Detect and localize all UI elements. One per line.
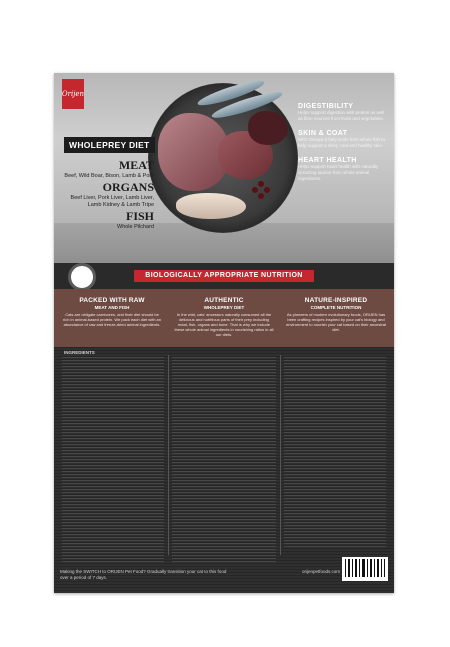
barcode-image [342,557,388,581]
organs-text: Beef Liver, Pork Liver, Lamb Liver, Lamb Kidney & Lamb Tripe [70,195,154,208]
wholeprey-badge: WHOLEPREY DIET [64,137,155,153]
tripe-image [176,193,246,219]
berry-image [252,187,258,193]
pillar-subheading: COMPLETE NUTRITION [310,305,362,310]
website-text: orijenpetfoods.com [302,569,341,574]
ingredient-highlights [64,158,154,231]
digestibility-text: Helps support digestion with protein as well as fibre sources from fruits and vegetables. [298,110,385,121]
product-bag-back [54,73,394,593]
pillar-subheading: MEAT AND FISH [94,305,130,310]
ingredients-heading: INGREDIENTS [64,350,95,355]
skin-coat-text: With Omega-3 fatty acids from whole fish to help support a shiny coat and healthy skin. [298,137,386,148]
fine-print-section [54,347,394,593]
fish-text: Whole Pilchard [117,224,154,230]
divider [168,355,169,555]
pillar-nature [286,297,386,332]
berry-image [258,181,264,187]
text-block [62,357,164,562]
digestibility-heading: DIGESTIBILITY [298,103,354,110]
brand-logo: Orijen [62,79,84,109]
meat-text: Beef, Wild Boar, Bison, Lamb & Pork [64,173,154,179]
berry-image [258,193,264,199]
nutrition-banner: BIOLOGICALLY APPROPRIATE NUTRITION [134,270,314,282]
benefit-highlights [298,95,386,182]
text-block [172,357,276,562]
heart-health-text: Helps support heart health with naturally occurring taurine from whole animal ingredients. [298,164,379,181]
pillar-text: As pioneers of modern evolutionary foods, ORIJEN has been crafting recipes inspired by your cat's biology and environment to nourish your cat based on their ancestral diet. [286,312,386,332]
fish-heading: FISH [125,209,154,223]
berry-image [264,187,270,193]
transition-note: Making the SWITCH to ORIJEN Pet Food? Gradually transition your cat to this food over a period of 7 days. [60,569,227,580]
pillar-heading: AUTHENTIC [204,297,244,304]
organs-heading: ORGANS [102,180,154,194]
divider [280,355,281,555]
liver-image [248,111,288,145]
pillar-authentic [174,297,274,337]
skin-coat-heading: SKIN & COAT [298,130,348,137]
pillar-subheading: WHOLEPREY DIET [203,305,245,310]
pillar-text: In the wild, cats' ancestors naturally consumed all the delicious and nutritious parts of their prey including meat, fish, organs and bone. That is why we include these whole animal ingredients in nourishing ratios in all our diets. [174,312,274,337]
hero-section [54,73,394,263]
food-bowl-image [148,83,298,233]
text-block [284,357,386,547]
pillar-heading: PACKED WITH RAW [79,297,145,304]
pillar-heading: NATURE-INSPIRED [304,297,368,304]
heart-health-heading: HEART HEALTH [298,157,357,164]
meat-heading: MEAT [118,158,154,172]
quality-seal-icon [68,263,96,291]
pillars-section [54,289,394,347]
pillar-raw [62,297,162,327]
pillar-text: Cats are obligate carnivores, and their diet should be rich in animal-based protein. We pack each diet with an abundance of raw and freeze-dried animal ingredients. [63,312,161,327]
